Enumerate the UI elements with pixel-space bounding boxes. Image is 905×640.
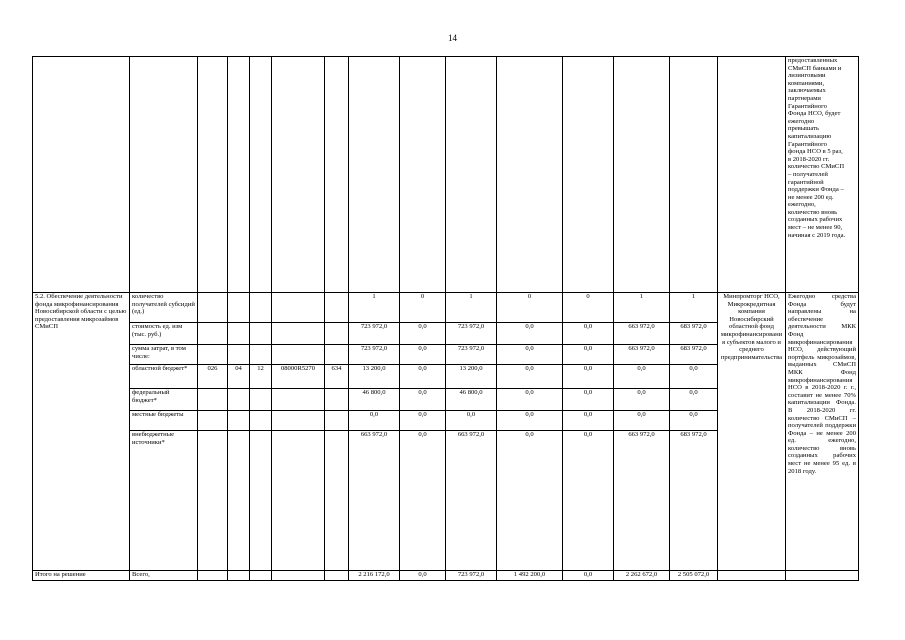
value-cell: 0,0 bbox=[614, 389, 670, 411]
value-cell: 663 972,0 bbox=[349, 431, 400, 571]
value-cell: 0,0 bbox=[400, 431, 446, 571]
value-cell: 663 972,0 bbox=[614, 345, 670, 365]
vr-code: 634 bbox=[325, 365, 349, 389]
table-row bbox=[33, 293, 859, 323]
total-row bbox=[33, 571, 859, 581]
value-cell: 46 800,0 bbox=[446, 389, 497, 411]
value-cell: 0,0 bbox=[563, 411, 614, 431]
page-number: 14 bbox=[448, 33, 457, 43]
value-cell: 723 972,0 bbox=[446, 323, 497, 345]
value-cell: 0,0 bbox=[497, 365, 563, 389]
value-cell: 723 972,0 bbox=[349, 345, 400, 365]
value-cell: 0,0 bbox=[563, 389, 614, 411]
value-cell: 0,0 bbox=[400, 345, 446, 365]
value-cell: 13 200,0 bbox=[446, 365, 497, 389]
value-cell: 1 bbox=[670, 293, 718, 323]
value-cell: 663 972,0 bbox=[446, 431, 497, 571]
value-cell: 663 972,0 bbox=[614, 431, 670, 571]
value-cell: 0,0 bbox=[563, 365, 614, 389]
row-label: количество получателей субсидий (ед.) bbox=[130, 293, 198, 323]
pr-code: 12 bbox=[250, 365, 272, 389]
value-cell: 0,0 bbox=[497, 431, 563, 571]
value-cell: 683 972,0 bbox=[670, 345, 718, 365]
value-cell: 683 972,0 bbox=[670, 323, 718, 345]
value-cell: 0,0 bbox=[400, 365, 446, 389]
value-cell: 0 bbox=[563, 293, 614, 323]
continuation-result-text: предоставленных СМиСП банками и лизинговыми компаниями, заключаемых партнерами Гарантийного Фонда НСО, будет ежегодно превышать капитализацию Гарантийного фонда НСО в 5 раз, в 2018-2020 гг. количество СМиСП – получателей гарантийной поддержки Фонда – не менее 200 ед. ежегодно, количество вновь созданных рабочих мест – не менее 90, начиная с 2019 года. bbox=[786, 57, 859, 293]
row-label: областной бюджет* bbox=[130, 365, 198, 389]
total-value: 2 216 172,0 bbox=[349, 571, 400, 581]
row-label: сумма затрат, в том числе: bbox=[130, 345, 198, 365]
value-cell: 0,0 bbox=[614, 411, 670, 431]
row-label: стоимость ед. изм (тыс. руб.) bbox=[130, 323, 198, 345]
value-cell: 46 800,0 bbox=[349, 389, 400, 411]
value-cell: 13 200,0 bbox=[349, 365, 400, 389]
row-label: федеральный бюджет* bbox=[130, 389, 198, 411]
total-value: 2 262 672,0 bbox=[614, 571, 670, 581]
rz-code: 04 bbox=[228, 365, 250, 389]
value-cell: 1 bbox=[349, 293, 400, 323]
value-cell: 0,0 bbox=[400, 389, 446, 411]
value-cell: 1 bbox=[614, 293, 670, 323]
value-cell: 0 bbox=[497, 293, 563, 323]
value-cell: 663 972,0 bbox=[614, 323, 670, 345]
value-cell: 0,0 bbox=[670, 365, 718, 389]
row-label: внебюджетные источники* bbox=[130, 431, 198, 571]
csr-code: 08000R5270 bbox=[272, 365, 325, 389]
value-cell: 683 972,0 bbox=[670, 431, 718, 571]
value-cell: 0,0 bbox=[670, 411, 718, 431]
total-label: Всего, bbox=[130, 571, 198, 581]
value-cell: 0,0 bbox=[563, 345, 614, 365]
value-cell: 723 972,0 bbox=[349, 323, 400, 345]
executor: Минпромторг НСО, Микрокредитная компания Новосибирский областной фонд микрофинансирования субъектов малого и среднего предпринимательства bbox=[718, 293, 786, 571]
value-cell: 0,0 bbox=[400, 323, 446, 345]
value-cell: 0,0 bbox=[497, 411, 563, 431]
total-value: 0,0 bbox=[563, 571, 614, 581]
row-label: местные бюджеты bbox=[130, 411, 198, 431]
value-cell: 0,0 bbox=[670, 389, 718, 411]
total-value: 0,0 bbox=[400, 571, 446, 581]
value-cell: 0,0 bbox=[349, 411, 400, 431]
section-title: 5.2. Обеспечение деятельности фонда микрофинансирования Новосибирской области с целью предоставления микрозаймов СМиСП bbox=[33, 293, 130, 571]
value-cell: 0,0 bbox=[563, 431, 614, 571]
total-value: 1 492 200,0 bbox=[497, 571, 563, 581]
total-value: 723 972,0 bbox=[446, 571, 497, 581]
total-title: Итого на решение bbox=[33, 571, 130, 581]
expected-result: Ежегодно средства Фонда будут направлены на обеспечение деятельности МКК Фонд микрофинансирования НСО, действующий портфель микрозаймов, выданных СМиСП МКК Фонд микрофинансирования НСО в 2018-2020 г. г., составит не менее 70% капитализации Фонда. В 2018-2020 гг. количество СМиСП – получателей поддержки Фонда – не менее 200 ед. ежегодно, количество вновь созданных рабочих мест не менее 95 ед. в 2018 году. bbox=[786, 293, 859, 571]
program-table bbox=[32, 56, 859, 581]
continuation-row bbox=[33, 57, 859, 293]
value-cell: 0,0 bbox=[497, 345, 563, 365]
value-cell: 0,0 bbox=[614, 365, 670, 389]
value-cell: 0,0 bbox=[563, 323, 614, 345]
value-cell: 0 bbox=[400, 293, 446, 323]
value-cell: 0,0 bbox=[400, 411, 446, 431]
value-cell: 1 bbox=[446, 293, 497, 323]
grbs-code: 026 bbox=[198, 365, 228, 389]
value-cell: 723 972,0 bbox=[446, 345, 497, 365]
value-cell: 0,0 bbox=[497, 323, 563, 345]
value-cell: 0,0 bbox=[446, 411, 497, 431]
total-value: 2 505 072,0 bbox=[670, 571, 718, 581]
value-cell: 0,0 bbox=[497, 389, 563, 411]
